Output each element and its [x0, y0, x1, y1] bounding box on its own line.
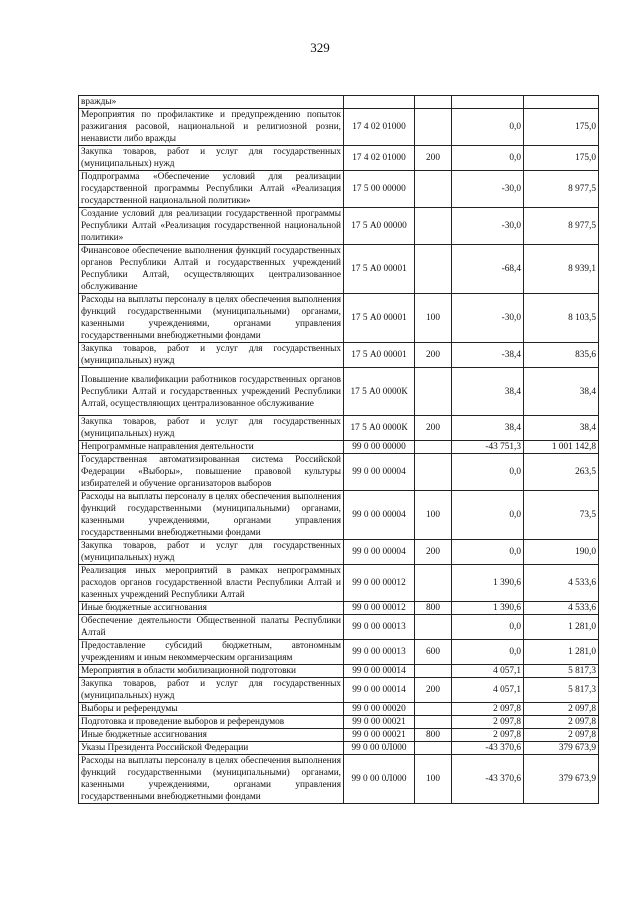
row-code: 99 0 00 00013 [344, 615, 415, 640]
row-code: 17 4 02 01000 [344, 146, 415, 171]
row-expense-type [415, 742, 452, 755]
table-row [79, 343, 599, 368]
table-row [79, 755, 599, 804]
table-row [79, 729, 599, 742]
row-total: 175,0 [524, 146, 599, 171]
row-change: -43 751,3 [452, 441, 524, 454]
row-change: -68,4 [452, 245, 524, 294]
row-code: 17 5 А0 00000 [344, 208, 415, 245]
row-code: 99 0 00 0Л000 [344, 742, 415, 755]
table-row [79, 742, 599, 755]
row-expense-type [415, 615, 452, 640]
row-expense-type: 100 [415, 755, 452, 804]
row-change: 0,0 [452, 615, 524, 640]
row-name: Расходы на выплаты персоналу в целях обеспечения выполнения функций государственными (муниципальными) органами, казенными учреждениями, органами управления государственными внебюджетными фондами [79, 294, 344, 343]
table-row [79, 615, 599, 640]
row-name: Закупка товаров, работ и услуг для государственных (муниципальных) нужд [79, 146, 344, 171]
row-code: 99 0 00 00004 [344, 540, 415, 565]
row-expense-type: 100 [415, 294, 452, 343]
row-expense-type: 600 [415, 640, 452, 665]
row-expense-type [415, 109, 452, 146]
table-row [79, 665, 599, 678]
row-change: 1 390,6 [452, 565, 524, 602]
row-change: 0,0 [452, 454, 524, 491]
row-expense-type [415, 703, 452, 716]
row-name: Реализация иных мероприятий в рамках непрограммных расходов органов государственной власти Республики Алтай и казенных учреждений Республики Алтай [79, 565, 344, 602]
row-change: 0,0 [452, 491, 524, 540]
row-total: 2 097,8 [524, 729, 599, 742]
row-code: 99 0 00 00012 [344, 565, 415, 602]
row-code: 99 0 00 00000 [344, 441, 415, 454]
row-change: 0,0 [452, 146, 524, 171]
row-expense-type: 200 [415, 416, 452, 441]
row-total: 38,4 [524, 416, 599, 441]
row-total: 4 533,6 [524, 565, 599, 602]
row-change: 1 390,6 [452, 602, 524, 615]
row-expense-type: 200 [415, 678, 452, 703]
row-total: 5 817,3 [524, 665, 599, 678]
row-code: 17 4 02 01000 [344, 109, 415, 146]
row-name: Закупка товаров, работ и услуг для государственных (муниципальных) нужд [79, 540, 344, 565]
row-total: 1 001 142,8 [524, 441, 599, 454]
row-change: 2 097,8 [452, 729, 524, 742]
table-row [79, 540, 599, 565]
row-code: 17 5 00 00000 [344, 171, 415, 208]
row-name: Указы Президента Российской Федерации [79, 742, 344, 755]
row-name: Расходы на выплаты персоналу в целях обеспечения выполнения функций государственными (муниципальными) органами, казенными учреждениями, органами управления государственными внебюджетными фондами [79, 755, 344, 804]
row-change: 38,4 [452, 416, 524, 441]
row-total: 2 097,8 [524, 716, 599, 729]
row-total: 4 533,6 [524, 602, 599, 615]
row-change: -43 370,6 [452, 742, 524, 755]
table-row [79, 491, 599, 540]
row-name: Закупка товаров, работ и услуг для государственных (муниципальных) нужд [79, 416, 344, 441]
row-name: Обеспечение деятельности Общественной палаты Республики Алтай [79, 615, 344, 640]
row-code: 17 5 А0 00001 [344, 343, 415, 368]
row-code: 17 5 А0 0000К [344, 368, 415, 416]
row-name: Предоставление субсидий бюджетным, автономным учреждениям и иным некоммерческим организациям [79, 640, 344, 665]
row-total [524, 96, 599, 109]
row-change: -30,0 [452, 171, 524, 208]
row-total: 835,6 [524, 343, 599, 368]
table-row [79, 565, 599, 602]
row-change: -43 370,6 [452, 755, 524, 804]
row-total: 190,0 [524, 540, 599, 565]
row-name: Иные бюджетные ассигнования [79, 729, 344, 742]
table-row [79, 109, 599, 146]
row-code: 17 5 А0 00001 [344, 245, 415, 294]
row-expense-type [415, 454, 452, 491]
row-name: Государственная автоматизированная система Российской Федерации «Выборы», повышение правовой культуры избирателей и обучение организаторов выборов [79, 454, 344, 491]
row-total: 175,0 [524, 109, 599, 146]
row-change: -30,0 [452, 294, 524, 343]
row-name: Создание условий для реализации государственной программы Республики Алтай «Реализация государственной национальной политики» [79, 208, 344, 245]
row-name: Непрограммные направления деятельности [79, 441, 344, 454]
row-expense-type [415, 171, 452, 208]
row-code: 99 0 00 00020 [344, 703, 415, 716]
row-total: 379 673,9 [524, 742, 599, 755]
row-code: 99 0 00 00004 [344, 491, 415, 540]
row-expense-type [415, 565, 452, 602]
table-row [79, 245, 599, 294]
row-name: Мероприятия в области мобилизационной подготовки [79, 665, 344, 678]
row-expense-type: 800 [415, 602, 452, 615]
table-row [79, 416, 599, 441]
table-row [79, 96, 599, 109]
row-change: 38,4 [452, 368, 524, 416]
row-change: 2 097,8 [452, 716, 524, 729]
table-row [79, 294, 599, 343]
row-total: 263,5 [524, 454, 599, 491]
row-total: 1 281,0 [524, 640, 599, 665]
table-row [79, 208, 599, 245]
row-code: 99 0 00 00021 [344, 716, 415, 729]
row-change: 0,0 [452, 109, 524, 146]
row-code: 99 0 00 00012 [344, 602, 415, 615]
row-code: 99 0 00 00004 [344, 454, 415, 491]
table-row [79, 703, 599, 716]
row-code: 17 5 А0 0000К [344, 416, 415, 441]
row-total: 2 097,8 [524, 703, 599, 716]
row-change: 4 057,1 [452, 678, 524, 703]
row-code: 99 0 00 00014 [344, 678, 415, 703]
row-expense-type: 200 [415, 146, 452, 171]
row-name: Выборы и референдумы [79, 703, 344, 716]
row-change: 4 057,1 [452, 665, 524, 678]
row-expense-type [415, 665, 452, 678]
row-total: 73,5 [524, 491, 599, 540]
row-total: 8 977,5 [524, 208, 599, 245]
row-change [452, 96, 524, 109]
row-code: 99 0 00 00021 [344, 729, 415, 742]
row-name: Подготовка и проведение выборов и референдумов [79, 716, 344, 729]
row-name: Иные бюджетные ассигнования [79, 602, 344, 615]
row-expense-type [415, 368, 452, 416]
table-row [79, 454, 599, 491]
table-row [79, 602, 599, 615]
table-row [79, 146, 599, 171]
row-expense-type [415, 208, 452, 245]
row-expense-type [415, 245, 452, 294]
row-expense-type: 200 [415, 540, 452, 565]
budget-table-body [79, 96, 599, 804]
row-name: вражды» [79, 96, 344, 109]
row-expense-type [415, 441, 452, 454]
row-code: 99 0 00 00013 [344, 640, 415, 665]
row-code: 99 0 00 00014 [344, 665, 415, 678]
row-name: Расходы на выплаты персоналу в целях обеспечения выполнения функций государственными (муниципальными) органами, казенными учреждениями, органами управления государственными внебюджетными фондами [79, 491, 344, 540]
row-name: Закупка товаров, работ и услуг для государственных (муниципальных) нужд [79, 678, 344, 703]
row-total: 1 281,0 [524, 615, 599, 640]
row-total: 8 977,5 [524, 171, 599, 208]
row-change: -30,0 [452, 208, 524, 245]
row-name: Финансовое обеспечение выполнения функций государственных органов Республики Алтай и государственных учреждений Республики Алтай, осуществляющих централизованное обслуживание [79, 245, 344, 294]
budget-table [78, 95, 599, 804]
table-row [79, 441, 599, 454]
row-expense-type [415, 96, 452, 109]
row-expense-type [415, 716, 452, 729]
row-total: 5 817,3 [524, 678, 599, 703]
row-total: 38,4 [524, 368, 599, 416]
row-name: Закупка товаров, работ и услуг для государственных (муниципальных) нужд [79, 343, 344, 368]
row-total: 8 103,5 [524, 294, 599, 343]
row-name: Мероприятия по профилактике и предупреждению попыток разжигания расовой, национальной и религиозной розни, ненависти либо вражды [79, 109, 344, 146]
row-change: 2 097,8 [452, 703, 524, 716]
row-total: 379 673,9 [524, 755, 599, 804]
row-change: -38,4 [452, 343, 524, 368]
row-code: 17 5 А0 00001 [344, 294, 415, 343]
table-row [79, 368, 599, 416]
row-expense-type: 800 [415, 729, 452, 742]
table-row [79, 640, 599, 665]
row-change: 0,0 [452, 540, 524, 565]
row-change: 0,0 [452, 640, 524, 665]
row-expense-type: 100 [415, 491, 452, 540]
page-number: 329 [310, 40, 330, 55]
row-name: Подпрограмма «Обеспечение условий для реализации государственной программы Республики Алтай «Реализация государственной национальной политики» [79, 171, 344, 208]
row-code: 99 0 00 0Л000 [344, 755, 415, 804]
row-name: Повышение квалификации работников государственных органов Республики Алтай и государственных учреждений Республики Алтай, осуществляющих централизованное обслуживание [79, 368, 344, 416]
table-row [79, 171, 599, 208]
table-row [79, 716, 599, 729]
row-code [344, 96, 415, 109]
row-total: 8 939,1 [524, 245, 599, 294]
row-expense-type: 200 [415, 343, 452, 368]
table-row [79, 678, 599, 703]
